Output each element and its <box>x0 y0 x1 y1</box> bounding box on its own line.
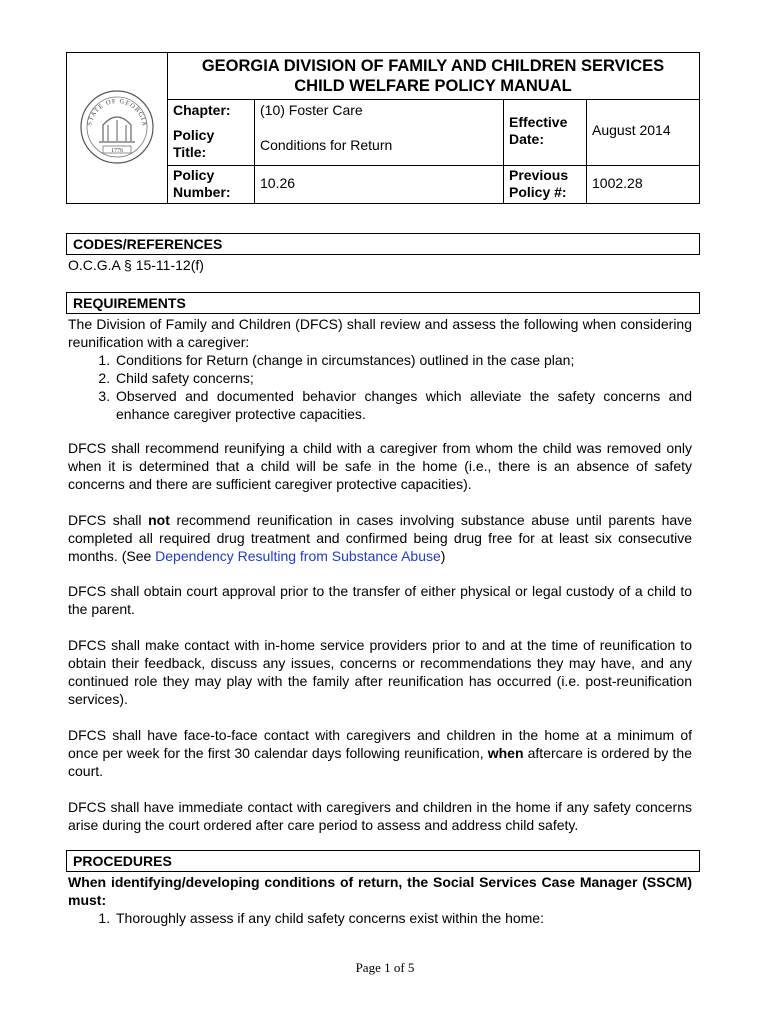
list-item: 2. Child safety concerns; <box>114 369 692 387</box>
policy-title-label: Policy Title: <box>173 127 215 160</box>
procedures-body <box>68 873 692 927</box>
paragraph: DFCS shall have face-to-face contact with caregivers and children in the home at a minimum of once per week for the first 30 calendar days following reunification, when aftercare is ordered by the court. <box>68 727 692 779</box>
seal-top-text: STATE OF GEORGIA <box>86 97 149 128</box>
requirements-body <box>68 315 692 423</box>
paragraph: DFCS shall have immediate contact with caregivers and children in the home if any safety concerns arise during the court ordered after care period to assess and address child safety. <box>68 799 692 833</box>
title-line-1: GEORGIA DIVISION OF FAMILY AND CHILDREN SERVICES <box>201 57 665 75</box>
list-item: 1. Thoroughly assess if any child safety concerns exist within the home: <box>114 909 692 927</box>
effective-date-value: August 2014 <box>592 122 671 138</box>
requirements-heading: REQUIREMENTS <box>66 292 700 314</box>
emphasis-when: when <box>487 745 524 761</box>
codes-text: O.C.G.A § 15-11-12(f) <box>68 257 204 273</box>
requirements-intro: The Division of Family and Children (DFCS) shall review and assess the following when considering reunification with a caregiver: <box>68 316 692 350</box>
title-line-2: CHILD WELFARE POLICY MANUAL <box>294 77 572 95</box>
procedures-list <box>68 909 692 927</box>
seal-year: 1776 <box>111 148 123 154</box>
list-item: 3. Observed and documented behavior changes which alleviate the safety concerns and enhance caregiver protective capacities. <box>114 387 692 423</box>
policy-title-value: Conditions for Return <box>260 137 393 153</box>
paragraph: DFCS shall recommend reunifying a child with a caregiver from whom the child was removed only when it is determined that a child will be safe in the home (i.e., there is an absence of safety concerns and there are sufficient caregiver protective capacities). <box>68 440 692 492</box>
seal-cell <box>67 53 168 203</box>
paragraph: DFCS shall obtain court approval prior to the transfer of either physical or legal custody of a child to the parent. <box>68 583 692 617</box>
list-item: 1. Conditions for Return (change in circumstances) outlined in the case plan; <box>114 351 692 369</box>
paragraph: DFCS shall make contact with in-home service providers prior to and at the time of reunification to obtain their feedback, discuss any issues, concerns or recommendations they may have, and any continued role they may play with the family after reunification has occurred (i.e. post-reunification services). <box>68 637 692 707</box>
previous-policy-label: Previous Policy #: <box>509 167 569 200</box>
effective-date-label: Effective Date: <box>509 114 568 147</box>
paragraph: DFCS shall not recommend reunification in cases involving substance abuse until parents have completed all required drug treatment and confirmed being drug free for at least six consecutive months. (See Dependency Resulting from Substance Abuse) <box>68 512 693 564</box>
procedures-heading: PROCEDURES <box>66 850 700 872</box>
procedures-intro: When identifying/developing conditions of return, the Social Services Case Manager (SSCM) must: <box>68 874 692 908</box>
substance-abuse-link[interactable]: Dependency Resulting from Substance Abuse <box>155 548 441 564</box>
policy-number-value: 10.26 <box>260 175 296 191</box>
emphasis-not: not <box>148 512 170 528</box>
requirements-list <box>68 351 692 423</box>
manual-title <box>167 53 699 99</box>
policy-number-label: Policy Number: <box>173 167 231 200</box>
codes-heading: CODES/REFERENCES <box>66 233 700 255</box>
georgia-seal-icon <box>79 89 155 165</box>
chapter-label: Chapter: <box>173 102 231 118</box>
chapter-value: (10) Foster Care <box>260 102 363 118</box>
page-number: Page 1 of 5 <box>355 960 415 975</box>
policy-header-table <box>66 52 700 204</box>
previous-policy-value: 1002.28 <box>592 175 643 191</box>
